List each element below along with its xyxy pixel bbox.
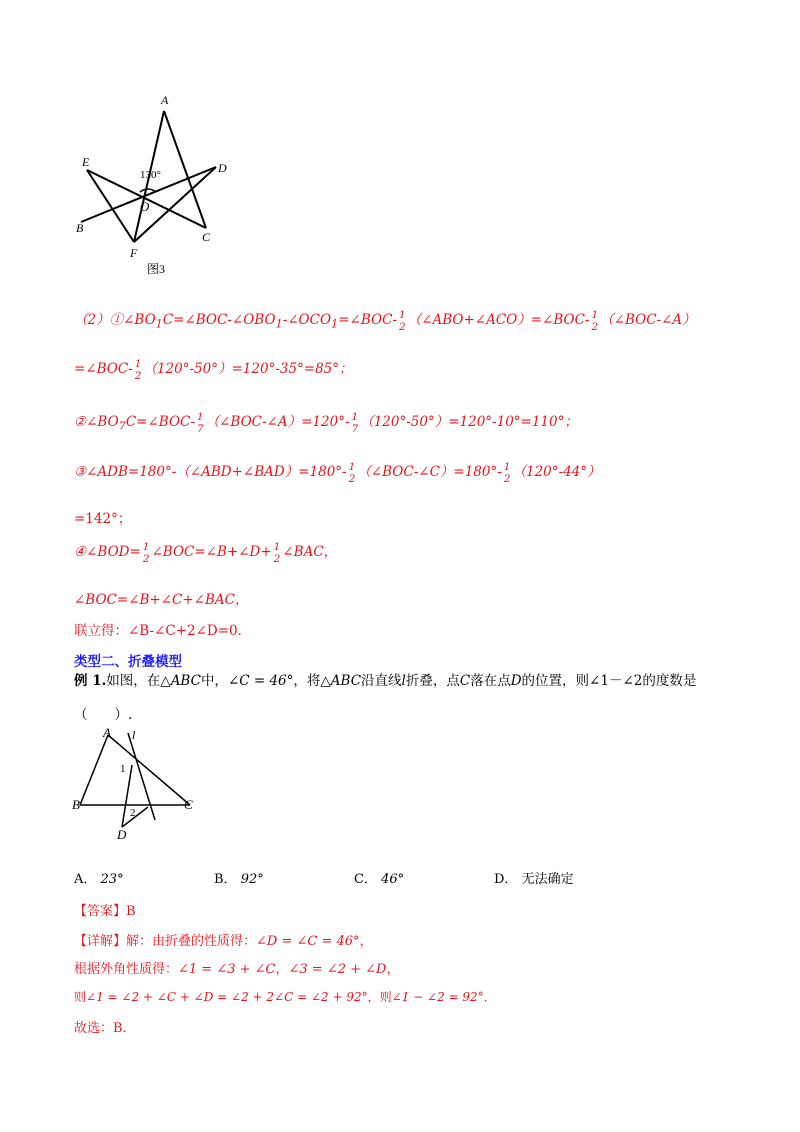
example-label: 例 1. bbox=[74, 673, 107, 689]
text: ， bbox=[359, 934, 373, 949]
fraction: 1 7 bbox=[196, 410, 204, 435]
text: D bbox=[510, 673, 522, 689]
text: （2）①∠BO bbox=[74, 312, 156, 328]
fraction: 1 2 bbox=[398, 308, 406, 333]
text: ②∠BO bbox=[74, 414, 119, 430]
solution-line-1 bbox=[74, 308, 696, 333]
fraction: 1 2 bbox=[142, 540, 150, 565]
option-value: 46° bbox=[381, 872, 405, 887]
formula: ∠1 − ∠2 = 92° bbox=[391, 990, 484, 1004]
text: C=∠BOC-∠OBO bbox=[162, 312, 276, 328]
answer-line bbox=[74, 900, 136, 919]
label-2: 2 bbox=[130, 807, 136, 819]
subscript: 1 bbox=[155, 317, 163, 331]
label-B: B bbox=[72, 797, 80, 812]
figure-3 bbox=[74, 92, 244, 280]
formula: ∠3 = ∠2 + ∠D bbox=[288, 962, 387, 977]
text: l bbox=[401, 673, 406, 689]
option-key: D． bbox=[494, 872, 518, 887]
solution-line-5: =142°； bbox=[74, 511, 132, 527]
detail-line-3 bbox=[74, 988, 496, 1005]
option-a[interactable] bbox=[74, 868, 124, 887]
text: ， bbox=[275, 962, 289, 977]
text: =∠BOC- bbox=[338, 312, 397, 328]
section-title: 类型二、折叠模型 bbox=[74, 654, 182, 670]
text: 解：由折叠的性质得： bbox=[126, 934, 257, 949]
solution-line-3 bbox=[74, 410, 578, 435]
fraction: 1 2 bbox=[591, 308, 599, 333]
folding-figure bbox=[70, 727, 210, 845]
figure-caption: 图3 bbox=[147, 262, 166, 276]
label-D: D bbox=[218, 161, 227, 175]
solution-line-2 bbox=[74, 357, 353, 382]
fraction: 1 7 bbox=[351, 410, 359, 435]
formula: ∠1 = ∠2 + ∠C + ∠D = ∠2 + 2∠C = ∠2 + 92° bbox=[86, 990, 368, 1004]
text: ∠BAC， bbox=[282, 544, 338, 560]
solution-line-7: ∠BOC=∠B+∠C+∠BAC， bbox=[74, 592, 249, 608]
label-C: C bbox=[202, 230, 211, 244]
option-key: C． bbox=[354, 872, 377, 887]
text: ∠C = 46° bbox=[227, 673, 294, 689]
option-value: 无法确定 bbox=[521, 872, 574, 887]
text: C bbox=[459, 673, 471, 689]
text: 则 bbox=[74, 990, 87, 1004]
option-d[interactable] bbox=[494, 868, 574, 887]
label-B: B bbox=[76, 221, 84, 235]
text: ． bbox=[483, 990, 496, 1004]
example-question bbox=[74, 669, 696, 689]
text: ③∠ADB=180°-（∠ABD+∠BAD）=180°- bbox=[74, 464, 347, 480]
label-l: l bbox=[132, 728, 136, 742]
option-b[interactable] bbox=[214, 868, 264, 887]
fraction: 1 2 bbox=[348, 460, 356, 485]
text: 根据外角性质得： bbox=[74, 962, 179, 977]
detail-tag: 【详解】 bbox=[74, 934, 127, 949]
label-D: D bbox=[117, 827, 127, 842]
option-value: 23° bbox=[100, 872, 124, 887]
subscript: 1 bbox=[275, 317, 283, 331]
formula: ∠D = ∠C = 46° bbox=[256, 934, 360, 949]
text: ABC bbox=[170, 673, 201, 689]
fraction: 1 2 bbox=[273, 540, 281, 565]
formula: ∠1 = ∠3 + ∠C bbox=[178, 962, 276, 977]
text: 沿直线 bbox=[361, 673, 402, 689]
text: （120°-50°）=120°-10°=110°； bbox=[360, 414, 578, 430]
answer-value: B bbox=[126, 904, 136, 919]
text: ABC bbox=[330, 673, 362, 689]
text: （∠BOC-∠C）=180°- bbox=[357, 464, 502, 480]
option-key: B． bbox=[214, 872, 237, 887]
label-A: A bbox=[161, 93, 169, 107]
text: （120°-44°） bbox=[512, 464, 601, 480]
text: （∠ABO+∠ACO）=∠BOC- bbox=[407, 312, 590, 328]
segment-A-B bbox=[80, 735, 108, 805]
example-paren: （ ）. bbox=[74, 707, 133, 723]
solution-line-8: 联立得：∠B-∠C+2∠D=0． bbox=[74, 623, 252, 639]
fraction: 1 2 bbox=[503, 460, 511, 485]
text: -∠OCO bbox=[282, 312, 332, 328]
detail-line-4: 故选：B． bbox=[74, 1021, 136, 1036]
angle-label: 130° bbox=[140, 169, 161, 181]
label-O: O bbox=[140, 199, 150, 214]
text: （∠BOC-∠A） bbox=[600, 312, 696, 328]
fraction: 1 2 bbox=[134, 357, 142, 382]
subscript: 1 bbox=[331, 317, 339, 331]
text: ， bbox=[386, 962, 400, 977]
answer-tag: 【答案】 bbox=[74, 904, 127, 919]
label-E: E bbox=[82, 155, 90, 169]
text: 折叠，点 bbox=[405, 673, 460, 689]
text: ∠BOC=∠B+∠D+ bbox=[151, 544, 272, 560]
detail-line-2 bbox=[74, 958, 400, 977]
option-key: A． bbox=[74, 872, 97, 887]
text: C=∠BOC- bbox=[125, 414, 195, 430]
text: 中， bbox=[200, 673, 228, 689]
solution-line-6 bbox=[74, 540, 337, 565]
option-c[interactable] bbox=[354, 868, 404, 887]
text: （120°-50°）=120°-35°=85°； bbox=[143, 361, 353, 377]
option-value: 92° bbox=[240, 872, 264, 887]
text: =∠BOC- bbox=[74, 361, 133, 377]
label-C: C bbox=[184, 797, 193, 812]
subscript: 7 bbox=[118, 419, 126, 433]
text: ，将△ bbox=[293, 673, 331, 689]
label-F: F bbox=[130, 246, 138, 260]
text: 如图，在△ bbox=[106, 673, 171, 689]
label-1: 1 bbox=[120, 763, 126, 775]
text: 的位置，则∠1－∠2的度数是 bbox=[521, 673, 697, 689]
label-A: A bbox=[103, 727, 111, 740]
text: ④∠BOD= bbox=[74, 544, 141, 560]
text: ，则 bbox=[367, 990, 392, 1004]
text: （∠BOC-∠A）=120°- bbox=[205, 414, 350, 430]
solution-line-4 bbox=[74, 460, 601, 485]
text: 落在点 bbox=[470, 673, 511, 689]
detail-line-1 bbox=[74, 930, 373, 949]
